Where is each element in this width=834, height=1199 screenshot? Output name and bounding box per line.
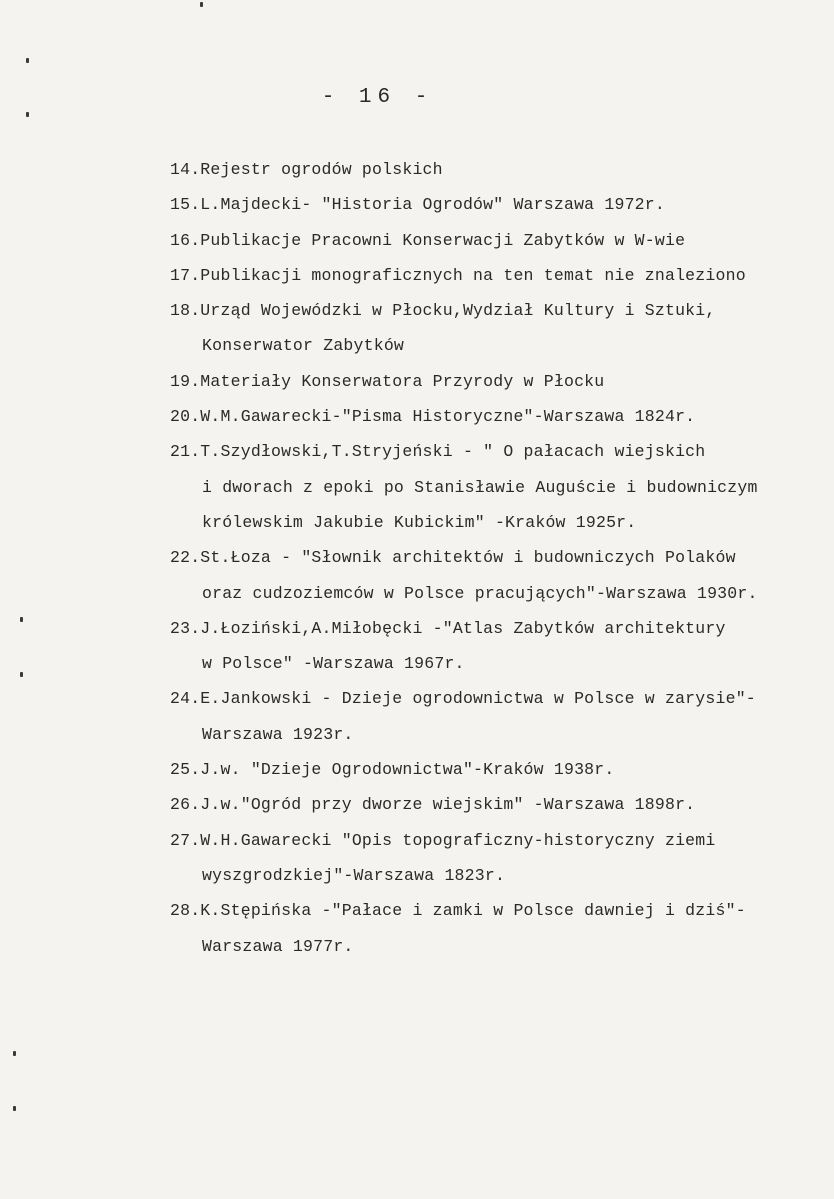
entry-continuation-line: królewskim Jakubie Kubickim" -Kraków 1925r.	[202, 512, 637, 532]
bibliography-entry	[170, 791, 800, 826]
entry-continuation-line: w Polsce" -Warszawa 1967r.	[202, 654, 465, 674]
bibliography-entry	[170, 756, 800, 791]
entry-line: 27.W.H.Gawarecki "Opis topograficzny-historyczny ziemi	[170, 830, 716, 850]
scan-speck	[26, 58, 29, 63]
scan-speck	[13, 1051, 16, 1056]
entry-continuation-line: Konserwator Zabytków	[202, 336, 405, 356]
entry-line: 24.E.Jankowski - Dzieje ogrodownictwa w Polsce w zarysie"-	[170, 689, 756, 709]
bibliography-entry	[170, 368, 800, 403]
bibliography-entry	[170, 262, 800, 297]
entry-line: 23.J.Łoziński,A.Miłobęcki -"Atlas Zabytków architektury	[170, 618, 726, 638]
bibliography-entry	[170, 227, 800, 262]
bibliography-entry	[170, 438, 800, 544]
bibliography-entry	[170, 156, 800, 191]
entry-line: 14.Rejestr ogrodów polskich	[170, 160, 443, 179]
bibliography-entry	[170, 403, 800, 438]
page-number: - 16 -	[321, 86, 434, 109]
scan-speck	[20, 617, 23, 622]
entry-line: 17.Publikacji monograficznych na ten temat nie znaleziono	[170, 265, 746, 285]
entry-line: 19.Materiały Konserwatora Przyrody w Płocku	[170, 371, 605, 391]
scan-speck	[13, 1106, 16, 1111]
scan-speck	[200, 2, 203, 7]
bibliography-entry	[170, 191, 800, 226]
entry-line: 20.W.M.Gawarecki-"Pisma Historyczne"-Warszawa 1824r.	[170, 407, 696, 427]
entry-continuation-line: Warszawa 1977r.	[202, 936, 354, 956]
entry-continuation-line: wyszgrodzkiej"-Warszawa 1823r.	[202, 865, 506, 885]
bibliography-entry	[170, 897, 800, 968]
bibliography-entry	[170, 827, 800, 898]
bibliography-entry	[170, 685, 800, 756]
entry-line: 25.J.w. "Dzieje Ogrodownictwa"-Kraków 1938r.	[170, 760, 615, 780]
bibliography-list	[170, 156, 800, 968]
entry-line: 18.Urząd Wojewódzki w Płocku,Wydział Kultury i Sztuki,	[170, 301, 716, 321]
entry-continuation-line: i dworach z epoki po Stanisławie Auguście i budowniczym	[202, 477, 758, 497]
bibliography-entry	[170, 297, 800, 368]
bibliography-entry	[170, 544, 800, 615]
entry-line: 21.T.Szydłowski,T.Stryjeński - " O pałacach wiejskich	[170, 442, 706, 462]
scan-speck	[26, 112, 29, 117]
entry-line: 15.L.Majdecki- "Historia Ogrodów" Warszawa 1972r.	[170, 195, 665, 215]
entry-line: 22.St.Łoza - "Słownik architektów i budowniczych Polaków	[170, 548, 736, 568]
entry-continuation-line: oraz cudzoziemców w Polsce pracujących"-Warszawa 1930r.	[202, 583, 758, 603]
scan-speck	[20, 672, 23, 677]
bibliography-entry	[170, 615, 800, 686]
entry-line: 26.J.w."Ogród przy dworze wiejskim" -Warszawa 1898r.	[170, 795, 696, 815]
entry-line: 28.K.Stępińska -"Pałace i zamki w Polsce dawniej i dziś"-	[170, 901, 746, 921]
entry-continuation-line: Warszawa 1923r.	[202, 724, 354, 744]
entry-line: 16.Publikacje Pracowni Konserwacji Zabytków w W-wie	[170, 230, 686, 250]
